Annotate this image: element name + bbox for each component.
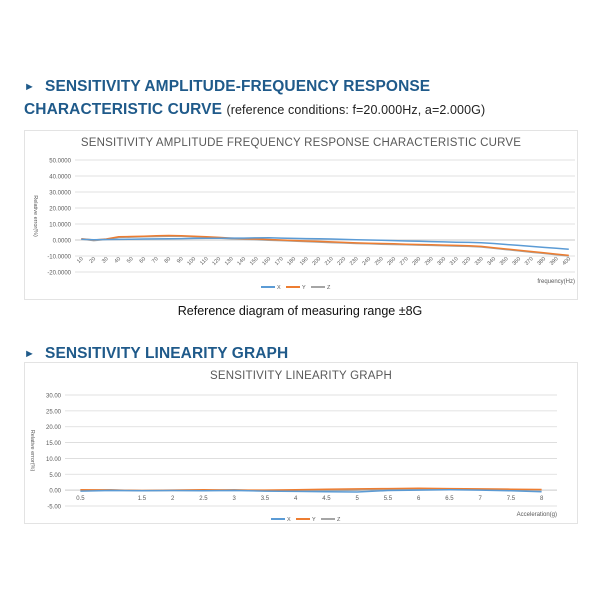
x-tick-label: 1.5 — [137, 496, 147, 502]
y-tick-label: 30.0000 — [49, 190, 71, 197]
legend-label-z: Z — [327, 285, 331, 291]
x-tick-label: 4 — [293, 496, 298, 502]
x-tick-label: 360 — [511, 256, 523, 267]
linearity-plot — [25, 363, 577, 523]
section-title-line1: SENSITIVITY AMPLITUDE-FREQUENCY RESPONSE — [45, 78, 431, 95]
linearity-chart — [24, 362, 578, 524]
x-tick-label: 20 — [88, 256, 98, 265]
x-tick-label: 70 — [151, 256, 160, 265]
x-tick-label: 180 — [286, 256, 298, 267]
x-tick-label: 130 — [223, 256, 235, 267]
x-tick-label: 5.5 — [383, 496, 393, 502]
y-tick-label: 0.00 — [49, 488, 61, 495]
y-tick-label: 30.00 — [45, 393, 61, 400]
x-tick-label: 210 — [323, 256, 335, 267]
section-heading-frequency-response — [24, 76, 584, 121]
x-tick-label: 310 — [448, 256, 460, 267]
x-tick-label: 230 — [348, 256, 360, 267]
x-tick-label: 2.5 — [199, 496, 208, 502]
x-tick-label: 2 — [170, 496, 175, 502]
y-tick-label: 50.0000 — [49, 158, 71, 165]
x-tick-label: 6.5 — [445, 496, 454, 502]
x-tick-label: 350 — [498, 256, 510, 267]
triangle-bullet-icon: ► — [24, 348, 35, 360]
legend-label-y: Y — [312, 517, 316, 523]
x-tick-label: 8 — [539, 496, 544, 502]
x-tick-label: 80 — [163, 256, 173, 265]
frequency-response-chart — [24, 130, 578, 300]
y-tick-label: 40.0000 — [49, 174, 71, 181]
x-tick-label: 270 — [398, 256, 410, 267]
x-tick-label: 3 — [232, 496, 236, 502]
y-tick-label: 20.00 — [45, 425, 61, 432]
x-tick-label: 60 — [138, 256, 148, 265]
x-tick-label: 170 — [273, 256, 285, 267]
x-tick-label: 50 — [126, 256, 135, 265]
x-tick-label: 300 — [436, 256, 448, 267]
legend-label-x: X — [277, 285, 281, 291]
x-tick-label: 40 — [113, 256, 123, 265]
x-tick-label: 340 — [486, 256, 498, 267]
x-tick-label: 120 — [211, 256, 223, 267]
y-tick-label: 0.0000 — [52, 238, 71, 245]
section-title: SENSITIVITY LINEARITY GRAPH — [45, 345, 289, 362]
x-tick-label: 7 — [478, 496, 482, 502]
x-tick-label: 390 — [548, 256, 560, 267]
x-tick-label: 290 — [423, 256, 435, 267]
y-tick-label: 10.00 — [45, 456, 61, 463]
legend-label-z: Z — [337, 517, 341, 523]
x-tick-label: 200 — [311, 256, 323, 267]
x-tick-label: 7.5 — [506, 496, 516, 502]
chart-caption: Reference diagram of measuring range ±8G — [177, 304, 423, 318]
x-tick-label: 30 — [101, 256, 110, 265]
x-tick-label: 330 — [473, 256, 485, 267]
y-tick-label: -10.0000 — [47, 254, 71, 261]
frequency-response-plot — [25, 131, 577, 299]
y-tick-label: 10.0000 — [49, 222, 71, 229]
x-tick-label: 400 — [561, 256, 573, 267]
x-tick-label: 10 — [76, 256, 85, 265]
legend-label-x: X — [287, 517, 291, 523]
y-axis-label: Relative error(%) — [32, 195, 38, 237]
x-axis-label: frequency(Hz) — [537, 279, 575, 285]
x-tick-label: 260 — [386, 256, 398, 267]
x-tick-label: 140 — [236, 256, 248, 267]
x-tick-label: 280 — [411, 256, 423, 267]
y-axis-label: Relative error(%) — [29, 429, 35, 472]
x-tick-label: 220 — [336, 256, 348, 267]
x-tick-label: 380 — [536, 256, 548, 267]
x-tick-label: 250 — [373, 256, 385, 267]
x-tick-label: 6 — [416, 496, 421, 502]
x-tick-label: 370 — [523, 256, 535, 267]
x-tick-label: 4.5 — [322, 496, 331, 502]
x-tick-label: 3.5 — [260, 496, 270, 502]
x-tick-label: 240 — [361, 256, 373, 267]
x-tick-label: 110 — [199, 256, 210, 267]
legend-label-y: Y — [302, 285, 306, 291]
section-title-line2: CHARACTERISTIC CURVE — [24, 101, 223, 118]
x-tick-label: 150 — [248, 256, 260, 267]
y-tick-label: 25.00 — [45, 409, 61, 416]
x-axis-label: Acceleration(g) — [516, 512, 557, 518]
y-tick-label: 15.00 — [45, 441, 61, 448]
reference-conditions: (reference conditions: f=20.000Hz, a=2.000G) — [226, 103, 486, 117]
x-tick-label: 320 — [461, 256, 473, 267]
x-tick-label: 0.5 — [76, 496, 85, 502]
x-tick-label: 160 — [261, 256, 273, 267]
y-tick-label: -5.00 — [47, 504, 61, 511]
x-tick-label: 5 — [355, 496, 359, 502]
chart-title: SENSITIVITY AMPLITUDE FREQUENCY RESPONSE CHARACTERISTIC CURVE — [80, 137, 522, 149]
chart-title: SENSITIVITY LINEARITY GRAPH — [210, 370, 392, 382]
y-tick-label: -20.0000 — [47, 270, 71, 277]
triangle-bullet-icon: ► — [24, 81, 35, 93]
y-tick-label: 20.0000 — [49, 206, 71, 213]
x-tick-label: 190 — [298, 256, 310, 267]
x-tick-label: 90 — [176, 256, 185, 265]
y-tick-label: 5.00 — [49, 472, 61, 479]
x-tick-label: 100 — [186, 256, 198, 267]
